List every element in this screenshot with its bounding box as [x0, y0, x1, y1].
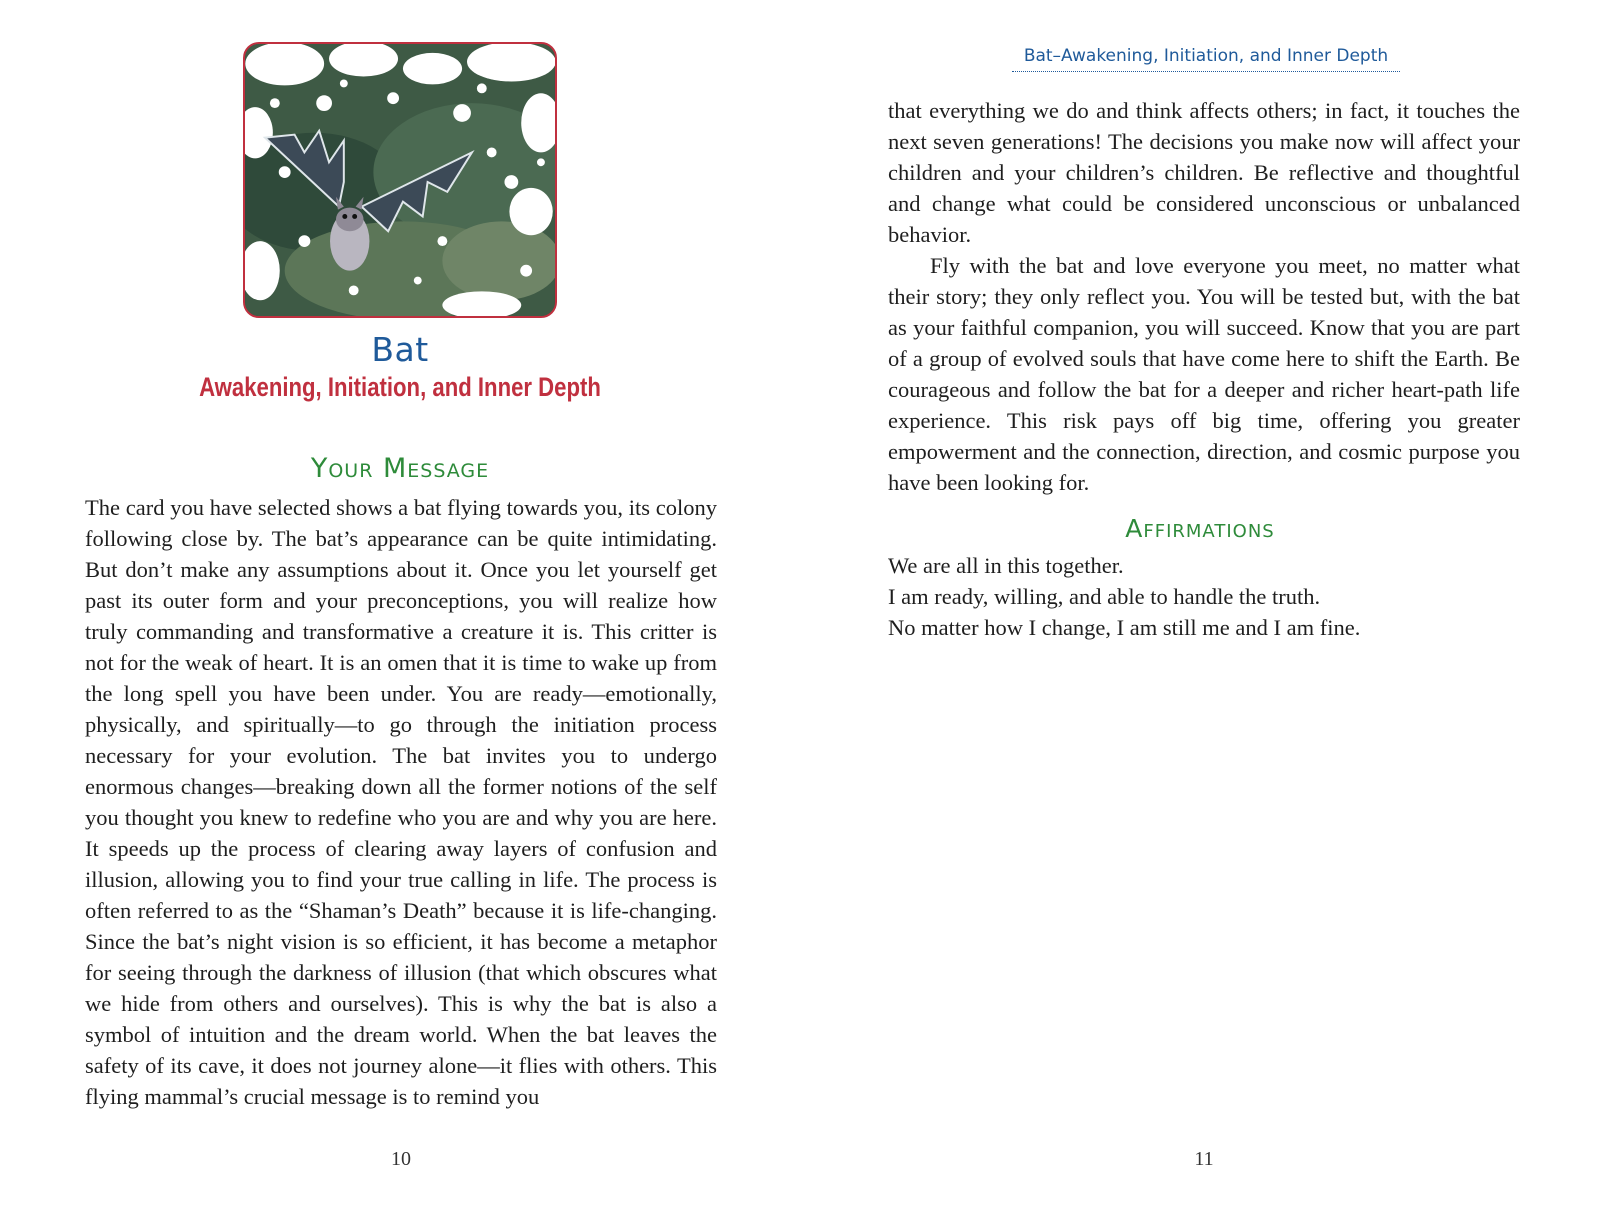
affirmation-item: I am ready, willing, and able to handle the truth. — [888, 584, 1321, 609]
message-paragraph-2: Fly with the bat and love everyone you meet, no matter what their story; they only reflect you. You will be tested but, with the bat as your faithful companion, you will succeed. Know that you are part of a group of evolved souls that have come here to shift the Earth. Be courageous and follow the bat for a deeper and richer heart-path life experience. This risk pays off big time, offering you greater empowerment and the connection, direction, and cosmic purpose you have been looking for. — [888, 253, 1520, 495]
card-subtitle: Awakening, Initiation, and Inner Depth — [199, 372, 601, 402]
affirmation-item: No matter how I change, I am still me and I am fine. — [888, 615, 1361, 640]
card-title: Bat — [371, 330, 429, 369]
affirmations-heading: Affirmations — [1125, 514, 1275, 543]
affirmation-item: We are all in this together. — [888, 553, 1124, 578]
page-number-right: 11 — [1194, 1148, 1214, 1170]
message-body-continued: that everything we do and think affects others; in fact, it touches the next seven generations! The decisions you make now will affect your children and your children’s children. Be reflective and thoughtful and change what could be considered unconscious or unbalanced behavior. — [888, 98, 1520, 247]
page-number-left: 10 — [391, 1148, 411, 1170]
running-head: Bat–Awakening, Initiation, and Inner Depth — [1012, 46, 1400, 72]
affirmations-list — [888, 550, 1528, 643]
message-body: The card you have selected shows a bat flying towards you, its colony following close by. The bat’s appearance can be quite intimidating. But don’t make any assumptions about it. Once you let yourself get past its outer form and your preconceptions, you will realize how truly commanding and transformative a creature it is. This critter is not for the weak of heart. It is an omen that it is time to wake up from the long spell you have been under. You are ready—emotionally, physically, and spiritually—to go through the initiation process necessary for your evolution. The bat invites you to undergo enormous changes—breaking down all the former notions of the self you thought you knew to redefine who you are and why you are here. It speeds up the process of clearing away layers of confusion and illusion, allowing you to find your true calling in life. The process is often referred to as the “Shaman’s Death” because it is life-changing. Since the bat’s night vision is so efficient, it has become a metaphor for seeing through the darkness of illusion (that which obscures what we hide from others and ourselves). This is why the bat is also a symbol of intuition and the dream world. When the bat leaves the safety of its cave, it does not journey alone—it flies with others. This flying mammal’s crucial message is to remind you — [85, 495, 717, 1109]
your-message-heading: Your Message — [310, 453, 490, 484]
